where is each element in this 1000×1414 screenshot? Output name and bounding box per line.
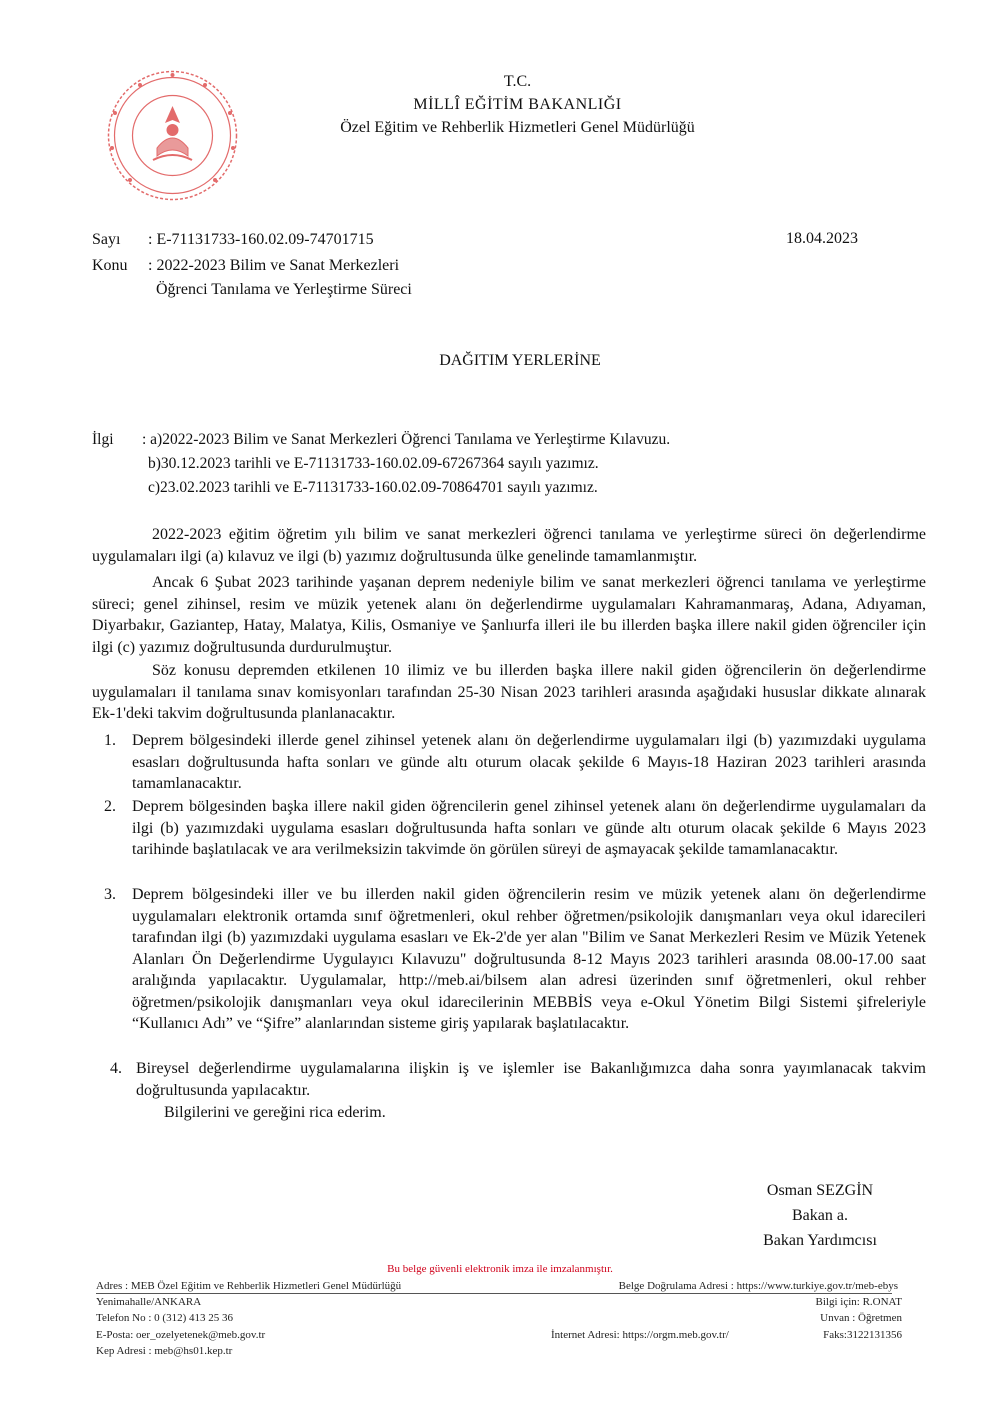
list-item-2 [104,796,926,861]
esignature-notice: Bu belge güvenli elektronik imza ile imzalanmıştır. [387,1263,613,1275]
signatory-name: Osman SEZGİN [766,1182,874,1199]
list-number: 4. [110,1060,122,1077]
reference-c: c)23.02.2023 tarihli ve E-71131733-160.02.09-70864701 sayılı yazımız. [148,479,598,496]
footer-phone: Telefon No : 0 (312) 413 25 36 [96,1312,234,1325]
sayi-label: Sayı [92,231,121,248]
list-item-4 [110,1058,926,1101]
body-paragraph-3: Söz konusu depremden etkilenen 10 ilimiz ve bu illerden başka illere nakil giden öğrencilerin ön değerlendirme uygulamaları il tanılama sınav komisyonları tarafından 25-30 Nisan 2023 tarihleri arasında aşağıdaki hususlar dikkate alınarak Ek-1'deki takvim doğrultusunda planlanacaktır. [92,662,926,722]
signatory-on-behalf: Bakan a. [792,1207,848,1224]
list-number: 1. [104,732,116,749]
body-paragraph-1: 2022-2023 eğitim öğretim yılı bilim ve sanat merkezleri öğrenci tanılama ve yerleştirme süreci ön değerlendirme uygulamaları ilgi (a) kılavuz ve ilgi (b) yazımız doğrultusunda ülke genelinde tamamlanmıştır. [92,526,926,565]
letterhead [0,70,1000,139]
list-number: 2. [104,798,116,815]
list-text: Deprem bölgesinden başka illere nakil giden öğrencilerin genel zihinsel yetenek alanı ön değerlendirme uygulamaları da ilgi (b) yazımızdaki uygulama esasları doğrultusunda hafta sonları ve günde altı oturum olacak şekilde 6 Mayıs 2023 tarihinde başlatılacak ve ara verilmeksizin takvimde ön görülen süreyi de aşmayacak şekilde tamamlanacaktır. [132,798,926,858]
footer-contact-title: Unvan : Öğretmen [820,1312,902,1325]
list-number: 3. [104,886,116,903]
document-date: 18.04.2023 [786,230,858,247]
reference-a: : a)2022-2023 Bilim ve Sanat Merkezleri Öğrenci Tanılama ve Yerleştirme Kılavuzu. [142,431,671,448]
footer-email[interactable]: E-Posta: oer_ozelyetenek@meb.gov.tr [96,1328,266,1341]
distribution-heading: DAĞITIM YERLERİNE [439,352,601,369]
signature-block [740,1178,900,1253]
sayi-row [92,228,374,252]
list-text: Bireysel değerlendirme uygulamalarına ilişkin iş ve işlemler ise Bakanlığımızca daha sonra yayımlanacak takvim doğrultusunda yapılacaktır. [136,1060,926,1099]
reference-block [92,428,670,500]
footer-kep: Kep Adresi : meb@hs01.kep.tr [96,1344,233,1357]
footer-website-link[interactable]: İnternet Adresi: https://orgm.meb.gov.tr/ [551,1328,729,1341]
konu-value-line2: Öğrenci Tanılama ve Yerleştirme Süreci [156,281,412,298]
footer [96,1278,902,1359]
list-text: Deprem bölgesindeki iller ve bu illerden nakil giden öğrencilerin resim ve müzik yetenek alanı ön değerlendirme uygulamaları elektronik ortamda sınıf öğretmenleri, okul rehber öğretmen/psikolojik danışmanları veya okul idarecileri tarafından ilgi (b) yazımızdaki uygulama esasları ve Ek-2'de yer alan "Bilim ve Sanat Merkezleri Resim ve Müzik Yetenek Alanları Ön Değerlendirme Uygulayıcı Kılavuzu" doğrultusunda 8-12 Mayıs 2023 tarihleri arasında 08.00-17.00 saat aralığında yapılacaktır. Uygulamalar, http://meb.ai/bilsem alan adresi üzerinden sınıf öğretmenleri, okul rehber öğretmen/psikolojik danışmanları veya okul idarecilerinin MEBBİS veya e-Okul Yönetim Bilgi Sistemi şifreleriyle “Kullanıcı Adı” ve “Şifre” alanlarından sisteme giriş yapılarak başlatılacaktır. [132,886,926,1032]
sayi-value: : E-71131733-160.02.09-74701715 [148,231,374,248]
footer-address-city: Yenimahalle/ANKARA [96,1296,202,1309]
list-text: Deprem bölgesindeki illerde genel zihinsel yetenek alanı ön değerlendirme uygulamaları ilgi (b) yazımızdaki uygulama esasları doğrultusunda hafta sonları ve günde altı oturum olacak şekilde 6 Mayıs-18 Haziran 2023 tarihleri arasında tamamlanacaktır. [132,732,926,792]
footer-address: Adres : MEB Özel Eğitim ve Rehberlik Hizmetleri Genel Müdürlüğü [96,1280,402,1292]
footer-fax: Faks:3122131356 [823,1328,902,1341]
signatory-title: Bakan Yardımcısı [763,1232,877,1249]
reference-b: b)30.12.2023 tarihli ve E-71131733-160.02.09-67267364 sayılı yazımız. [148,455,599,472]
letterhead-line-tc: T.C. [503,73,532,90]
list-item-1 [104,730,926,795]
closing-sentence: Bilgilerini ve gereğini rica ederim. [164,1104,386,1121]
letterhead-line-directorate: Özel Eğitim ve Rehberlik Hizmetleri Genel Müdürlüğü [340,119,695,136]
konu-row [92,254,399,278]
letterhead-line-ministry: MİLLÎ EĞİTİM BAKANLIĞI [413,96,622,113]
footer-divider [96,1293,892,1294]
reference-label: İlgi [92,431,114,448]
list-item-3 [104,884,926,1035]
footer-verify-link[interactable]: Belge Doğrulama Adresi : https://www.turkiye.gov.tr/meb-ebys [618,1280,898,1292]
body-paragraph-2: Ancak 6 Şubat 2023 tarihinde yaşanan deprem nedeniyle bilim ve sanat merkezleri öğrenci tanılama ve yerleştirme süreci; genel zihinsel, resim ve müzik yetenek alanı ön değerlendirme uygulamaları Kahramanmaraş, Adana, Adıyaman, Diyarbakır, Gaziantep, Hatay, Malatya, Kilis, Osmaniye ve Şanlıurfa illeri ile bu illerden başka illere nakil giden öğrenciler için ilgi (c) yazımız doğrultusunda durdurulmuştur. [92,574,926,656]
konu-label: Konu [92,257,128,274]
konu-value: : 2022-2023 Bilim ve Sanat Merkezleri [148,257,400,274]
footer-contact-person: Bilgi için: R.ONAT [815,1296,902,1309]
